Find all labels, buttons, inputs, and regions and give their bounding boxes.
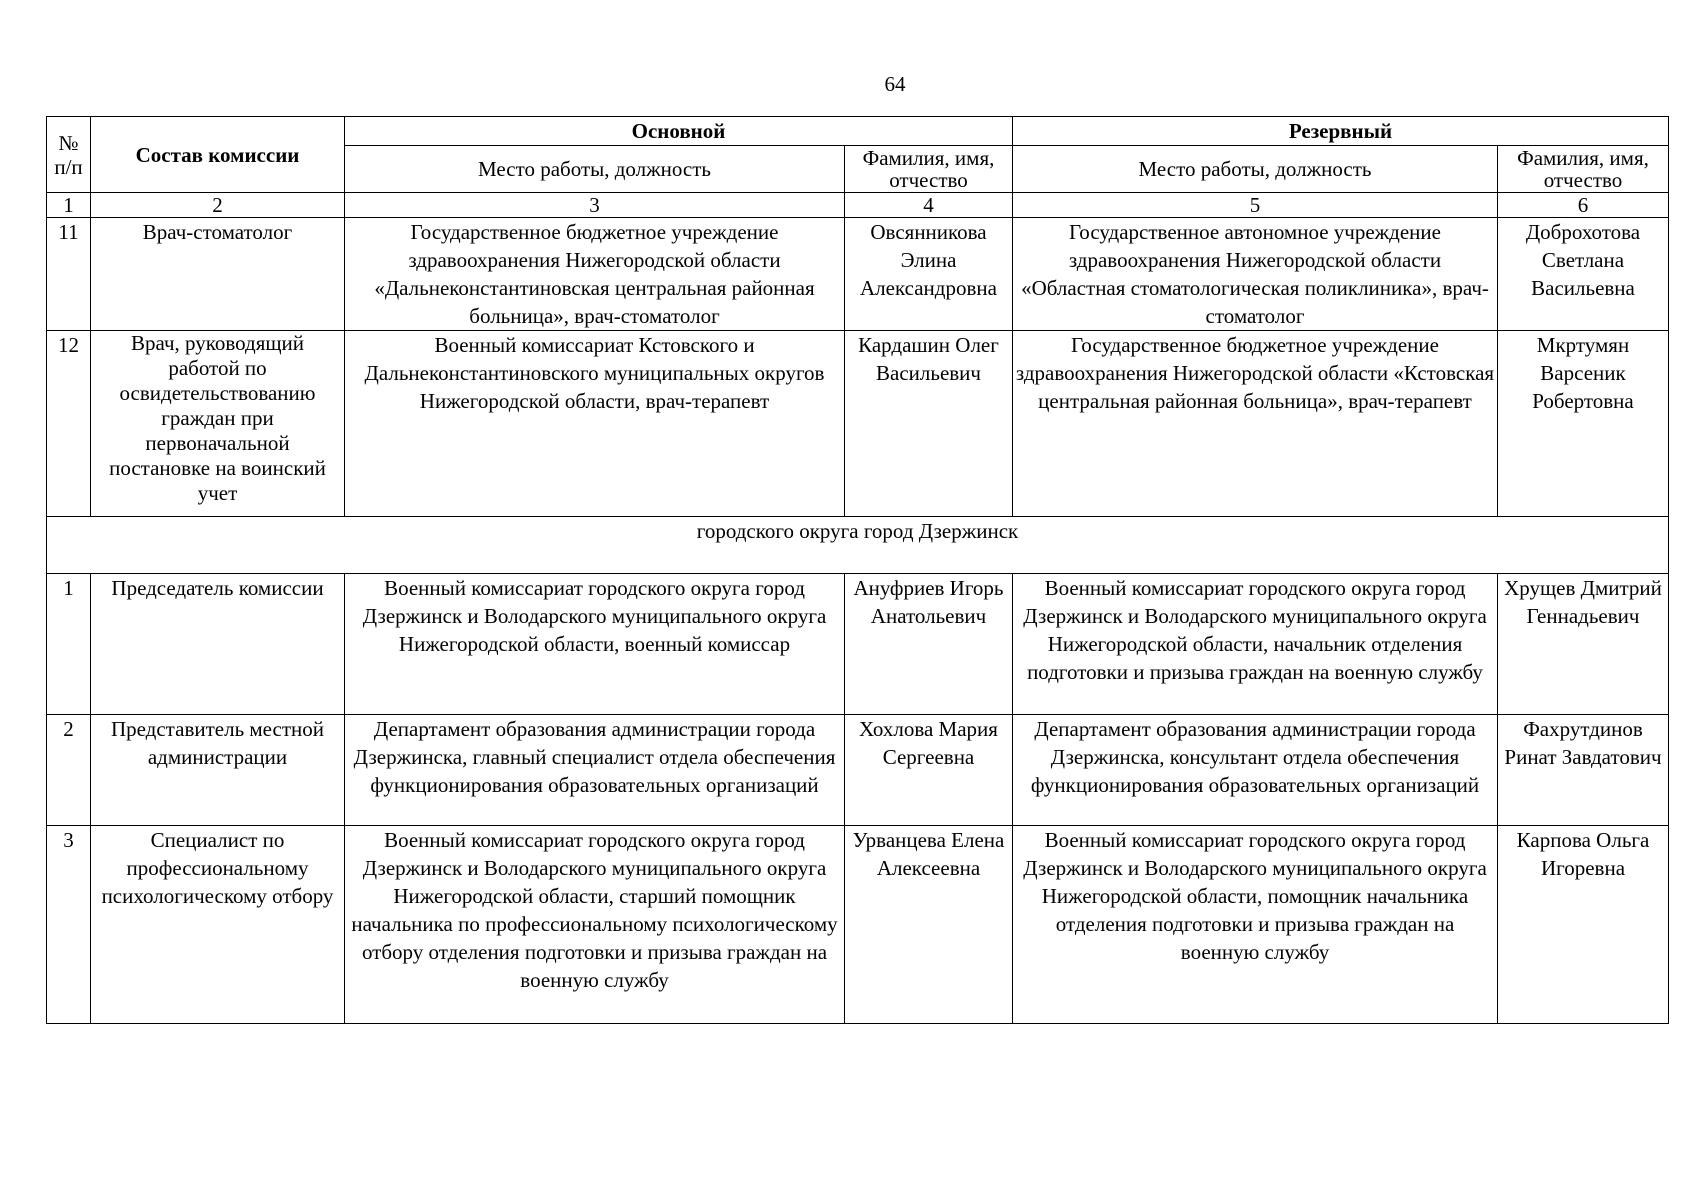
table-row — [47, 218, 1669, 331]
row-number: 12 — [47, 331, 91, 517]
row-reserve-workplace: Государственное бюджетное учреждение здравоохранения Нижегородской области «Кстовская центральная районная больница», врач-терапевт — [1013, 331, 1498, 517]
row-number: 11 — [47, 218, 91, 331]
row-main-workplace: Военный комиссариат Кстовского и Дальнеконстантиновского муниципальных округов Нижегородской области, врач-терапевт — [345, 331, 845, 517]
header-row-1 — [47, 117, 1669, 146]
row-main-fio: Хохлова Мария Сергеевна — [845, 715, 1013, 826]
section-title: городского округа город Дзержинск — [47, 517, 1669, 574]
table-row — [47, 826, 1669, 1024]
row-reserve-fio: Доброхотова Светлана Васильевна — [1498, 218, 1669, 331]
row-reserve-workplace: Военный комиссариат городского округа город Дзержинск и Володарского муниципального округа Нижегородской области, начальник отделения подготовки и призыва граждан на военную службу — [1013, 574, 1498, 715]
row-role: Врач-стоматолог — [91, 218, 345, 331]
header-main-fio: Фамилия, имя, отчество — [845, 146, 1013, 193]
row-main-workplace: Военный комиссариат городского округа город Дзержинск и Володарского муниципального округа Нижегородской области, старший помощник начальника по профессиональному психологическому отбору отделения подготовки и призыва граждан на военную службу — [345, 826, 845, 1024]
header-reserve-workplace: Место работы, должность — [1013, 146, 1498, 193]
column-index-row — [47, 193, 1669, 218]
row-role: Председатель комиссии — [91, 574, 345, 715]
row-reserve-fio: Карпова Ольга Игоревна — [1498, 826, 1669, 1024]
row-role: Представитель местной администрации — [91, 715, 345, 826]
header-reserve-fio: Фамилия, имя, отчество — [1498, 146, 1669, 193]
row-role: Специалист по профессиональному психологическому отбору — [91, 826, 345, 1024]
row-main-fio: Урванцева Елена Алексеевна — [845, 826, 1013, 1024]
column-index: 2 — [91, 193, 345, 218]
row-number: 3 — [47, 826, 91, 1024]
column-index: 4 — [845, 193, 1013, 218]
header-main-workplace: Место работы, должность — [345, 146, 845, 193]
page-number: 64 — [884, 72, 906, 96]
row-reserve-fio: Хрущев Дмитрий Геннадьевич — [1498, 574, 1669, 715]
column-index: 1 — [47, 193, 91, 218]
table-row — [47, 331, 1669, 517]
row-reserve-workplace: Государственное автономное учреждение здравоохранения Нижегородской области «Областная стоматологическая поликлиника», врач-стоматолог — [1013, 218, 1498, 331]
row-reserve-workplace: Департамент образования администрации города Дзержинска, консультант отдела обеспечения функционирования образовательных организаций — [1013, 715, 1498, 826]
row-main-workplace: Государственное бюджетное учреждение здравоохранения Нижегородской области «Дальнеконстантиновская центральная районная больница», врач-стоматолог — [345, 218, 845, 331]
column-index: 5 — [1013, 193, 1498, 218]
row-main-workplace: Департамент образования администрации города Дзержинска, главный специалист отдела обеспечения функционирования образовательных организаций — [345, 715, 845, 826]
row-reserve-workplace: Военный комиссариат городского округа город Дзержинск и Володарского муниципального округа Нижегородской области, помощник начальника отделения подготовки и призыва граждан на военную службу — [1013, 826, 1498, 1024]
table-row — [47, 715, 1669, 826]
column-index: 6 — [1498, 193, 1669, 218]
row-main-fio: Кардашин Олег Васильевич — [845, 331, 1013, 517]
commission-table — [46, 116, 1669, 1024]
header-num: № п/п — [47, 117, 91, 193]
table-row — [47, 574, 1669, 715]
row-main-workplace: Военный комиссариат городского округа город Дзержинск и Володарского муниципального округа Нижегородской области, военный комиссар — [345, 574, 845, 715]
row-number: 1 — [47, 574, 91, 715]
header-main-group: Основной — [345, 117, 1013, 146]
row-main-fio: Ануфриев Игорь Анатольевич — [845, 574, 1013, 715]
column-index: 3 — [345, 193, 845, 218]
section-header-row — [47, 517, 1669, 574]
row-role: Врач, руководящий работой по освидетельствованию граждан при первоначальной постановке на воинский учет — [91, 331, 345, 517]
header-composition: Состав комиссии — [91, 117, 345, 193]
header-reserve-group: Резервный — [1013, 117, 1669, 146]
row-reserve-fio: Фахрутдинов Ринат Завдатович — [1498, 715, 1669, 826]
row-main-fio: Овсянникова Элина Александровна — [845, 218, 1013, 331]
row-number: 2 — [47, 715, 91, 826]
row-reserve-fio: Мкртумян Варсеник Робертовна — [1498, 331, 1669, 517]
